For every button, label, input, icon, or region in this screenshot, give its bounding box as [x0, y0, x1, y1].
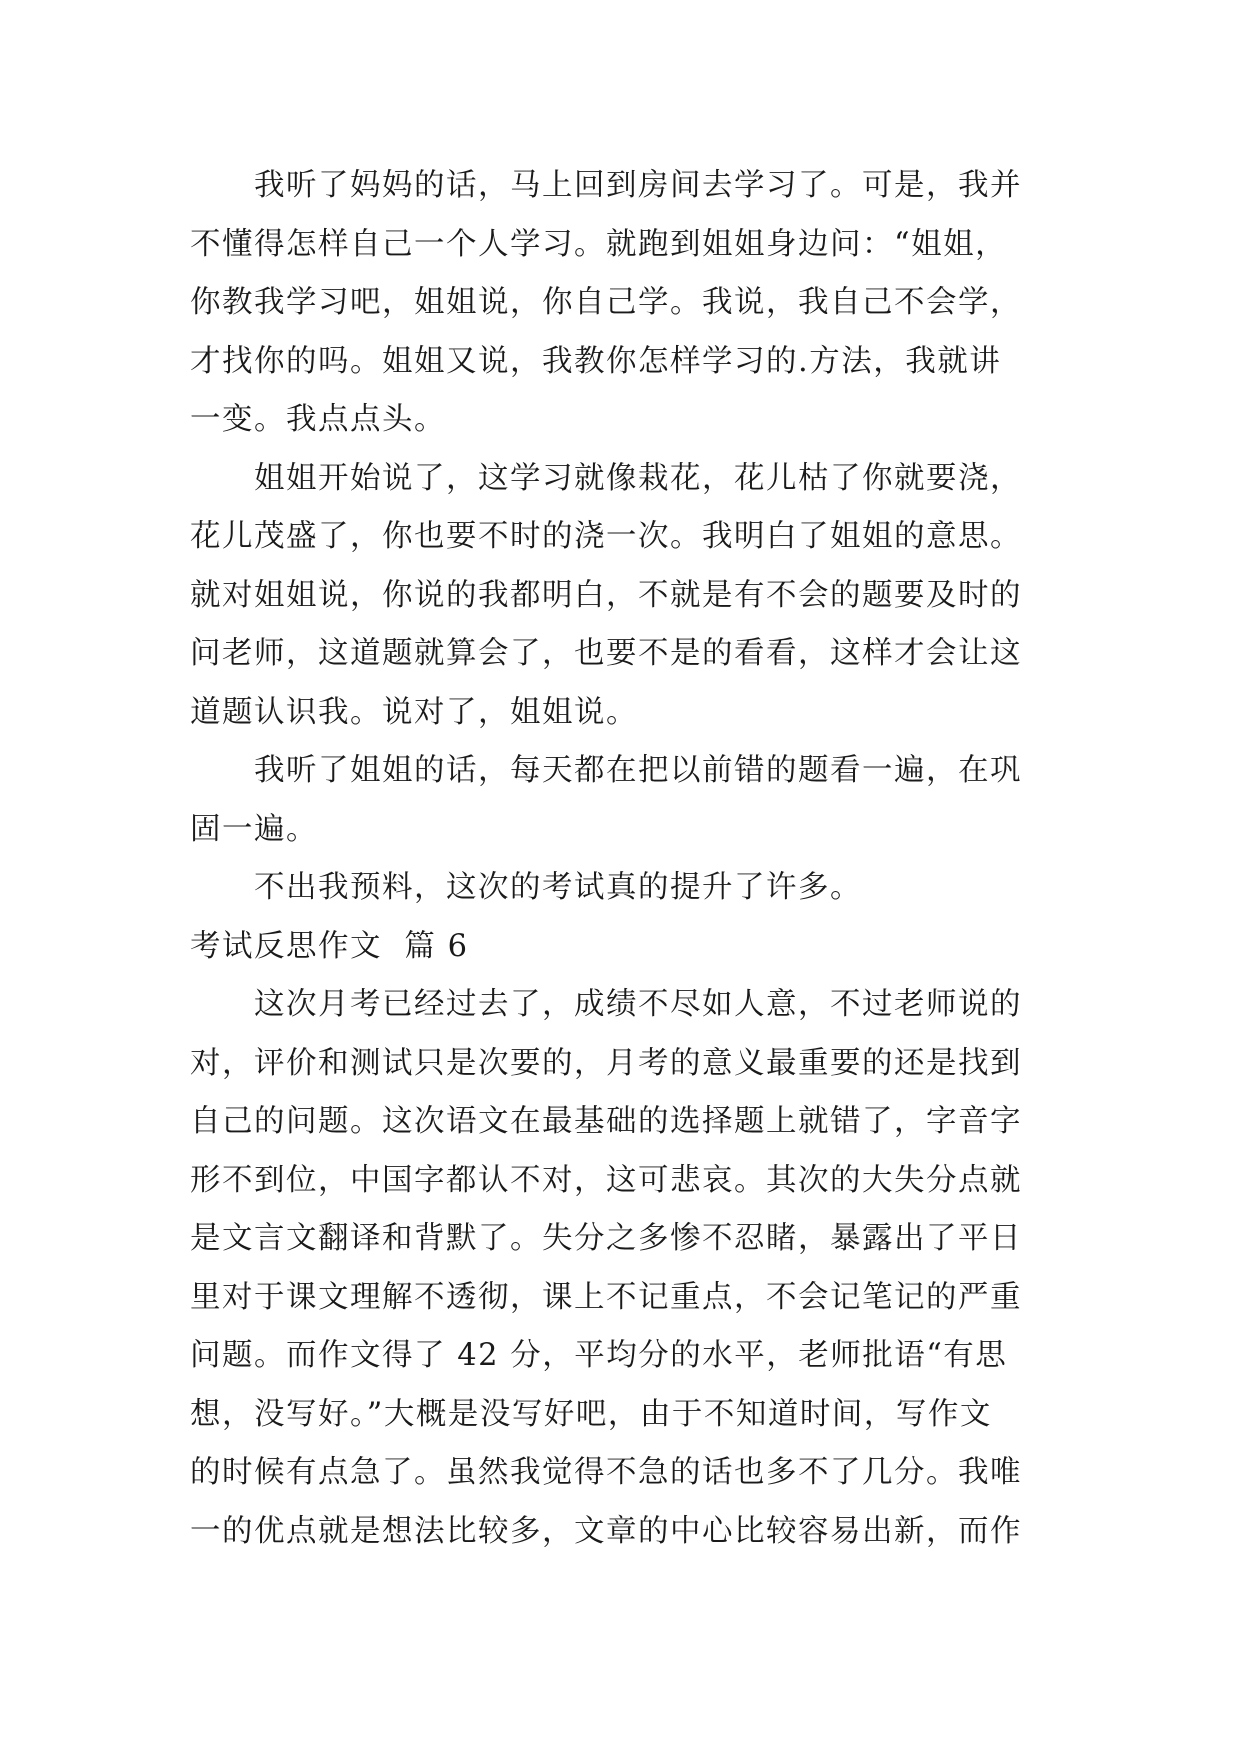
heading-text: 考试反思作文 篇 6 [190, 928, 469, 964]
text-line: 问老师，这道题就算会了，也要不是的看看，这样才会让这 [190, 636, 1022, 671]
text-line: 对，评价和测试只是次要的，月考的意义最重要的还是找到 [190, 1045, 1022, 1081]
text-line: 形不到位，中国字都认不对，这可悲哀。其次的大失分点就 [190, 1162, 1022, 1198]
text-line: 是文言文翻译和背默了。失分之多惨不忍睹，暴露出了平日 [190, 1221, 1022, 1256]
text-line: 你教我学习吧，姐姐说，你自己学。我说，我自己不会学， [190, 285, 1022, 320]
text-line: 才找你的吗。姐姐又说，我教你怎样学习的.方法，我就讲 [190, 343, 1002, 379]
document-page [190, 157, 1060, 1561]
section-heading [190, 918, 1060, 977]
text-line: 固一遍。 [190, 811, 318, 847]
text-line: 不出我预料，这次的考试真的提升了许多。 [254, 870, 862, 905]
text-line: 就对姐姐说，你说的我都明白，不就是有不会的题要及时的 [190, 577, 1022, 613]
paragraph [190, 859, 1060, 918]
paragraph [190, 976, 1060, 1561]
text-line: 的时候有点急了。虽然我觉得不急的话也多不了几分。我唯 [190, 1455, 1022, 1490]
text-line: 想，没写好。”大概是没写好吧，由于不知道时间，写作文 [190, 1396, 992, 1432]
text-line: 一的优点就是想法比较多，文章的中心比较容易出新，而作 [190, 1513, 1022, 1549]
text-line: 我听了妈妈的话，马上回到房间去学习了。可是，我并 [254, 168, 1022, 203]
text-line: 姐姐开始说了，这学习就像栽花，花儿枯了你就要浇， [254, 460, 1022, 496]
text-line: 道题认识我。说对了，姐姐说。 [190, 694, 638, 730]
text-line: 里对于课文理解不透彻，课上不记重点，不会记笔记的严重 [190, 1279, 1022, 1315]
text-line: 这次月考已经过去了，成绩不尽如人意，不过老师说的 [254, 987, 1022, 1022]
text-line: 自己的问题。这次语文在最基础的选择题上就错了，字音字 [190, 1104, 1022, 1139]
paragraph [190, 450, 1060, 743]
text-line: 花儿茂盛了，你也要不时的浇一次。我明白了姐姐的意思。 [190, 519, 1022, 554]
text-line: 我听了姐姐的话，每天都在把以前错的题看一遍，在巩 [254, 753, 1022, 788]
paragraph [190, 157, 1060, 450]
text-line: 一变。我点点头。 [190, 402, 446, 437]
paragraph [190, 742, 1060, 859]
text-line: 问题。而作文得了 42 分，平均分的水平，老师批语“有思 [190, 1338, 1008, 1373]
text-line: 不懂得怎样自己一个人学习。就跑到姐姐身边问：“姐姐， [190, 226, 1008, 262]
